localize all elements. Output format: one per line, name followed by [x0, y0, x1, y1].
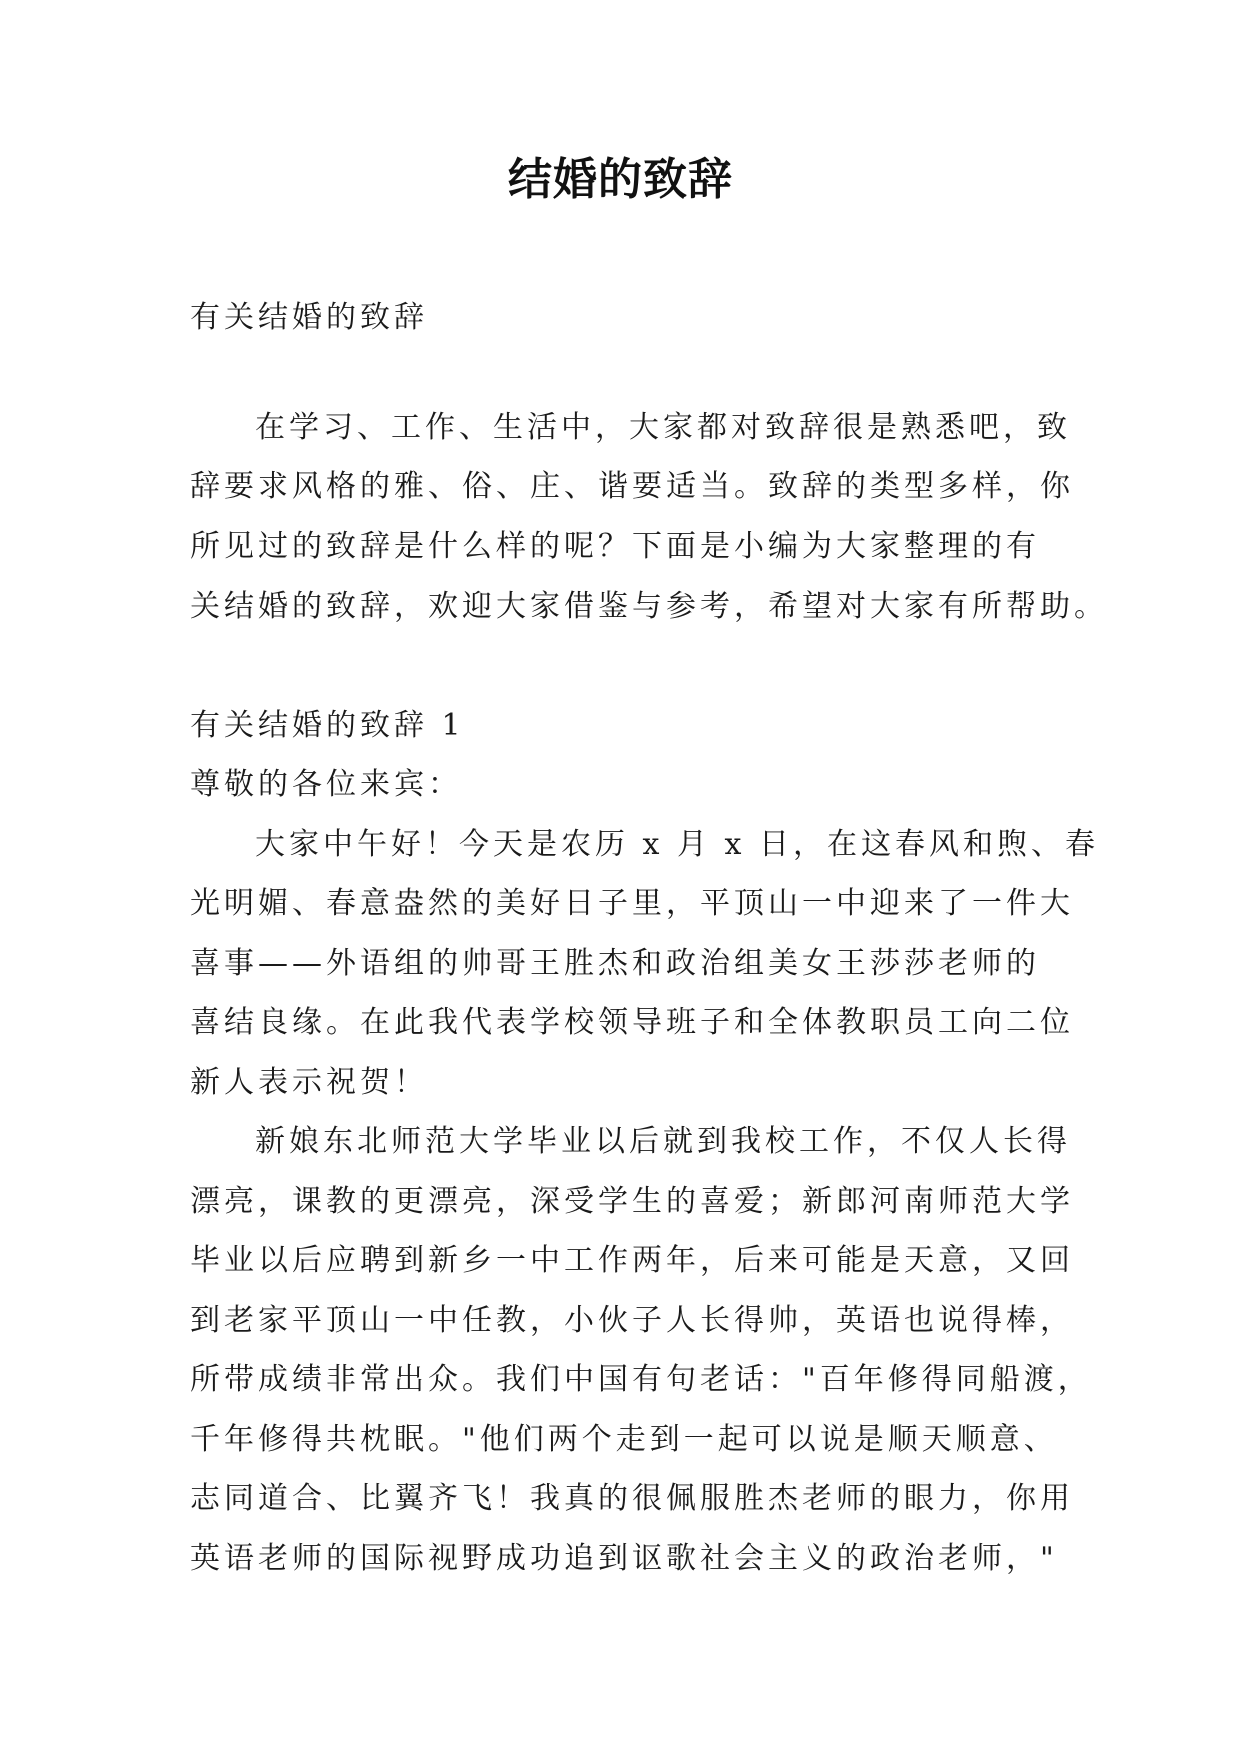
paragraph-line: 毕业以后应聘到新乡一中工作两年，后来可能是天意，又回: [190, 1243, 1074, 1278]
intro-line: 在学习、工作、生活中，大家都对致辞很是熟悉吧，致: [255, 410, 1071, 445]
paragraph-line: 所带成绩非常出众。我们中国有句老话："百年修得同船渡，: [190, 1362, 1092, 1397]
paragraph-line: 大家中午好！今天是农历 x 月 x 日，在这春风和煦、春: [255, 827, 1099, 862]
intro-line: 关结婚的致辞，欢迎大家借鉴与参考，希望对大家有所帮助。: [190, 589, 1108, 624]
section-heading: 有关结婚的致辞 1: [190, 708, 465, 743]
paragraph-line: 喜事——外语组的帅哥王胜杰和政治组美女王莎莎老师的: [190, 946, 1040, 981]
document-title: 结婚的致辞: [508, 154, 733, 205]
paragraph-line: 英语老师的国际视野成功追到讴歌社会主义的政治老师，": [190, 1541, 1058, 1576]
intro-line: 辞要求风格的雅、俗、庄、谐要适当。致辞的类型多样，你: [190, 469, 1074, 504]
paragraph-line: 喜结良缘。在此我代表学校领导班子和全体教职员工向二位: [190, 1005, 1074, 1040]
salutation: 尊敬的各位来宾：: [190, 767, 462, 802]
paragraph-line: 千年修得共枕眠。"他们两个走到一起可以说是顺天顺意、: [190, 1422, 1058, 1457]
paragraph-line: 志同道合、比翼齐飞！我真的很佩服胜杰老师的眼力，你用: [190, 1481, 1074, 1516]
paragraph-line: 漂亮，课教的更漂亮，深受学生的喜爱；新郎河南师范大学: [190, 1184, 1074, 1219]
paragraph-line: 新娘东北师范大学毕业以后就到我校工作，不仅人长得: [255, 1124, 1071, 1159]
subtitle: 有关结婚的致辞: [190, 300, 428, 335]
paragraph-line: 光明媚、春意盎然的美好日子里，平顶山一中迎来了一件大: [190, 886, 1074, 921]
intro-line: 所见过的致辞是什么样的呢？下面是小编为大家整理的有: [190, 529, 1040, 564]
paragraph-line: 新人表示祝贺！: [190, 1065, 428, 1100]
paragraph-line: 到老家平顶山一中任教，小伙子人长得帅，英语也说得棒，: [190, 1303, 1074, 1338]
